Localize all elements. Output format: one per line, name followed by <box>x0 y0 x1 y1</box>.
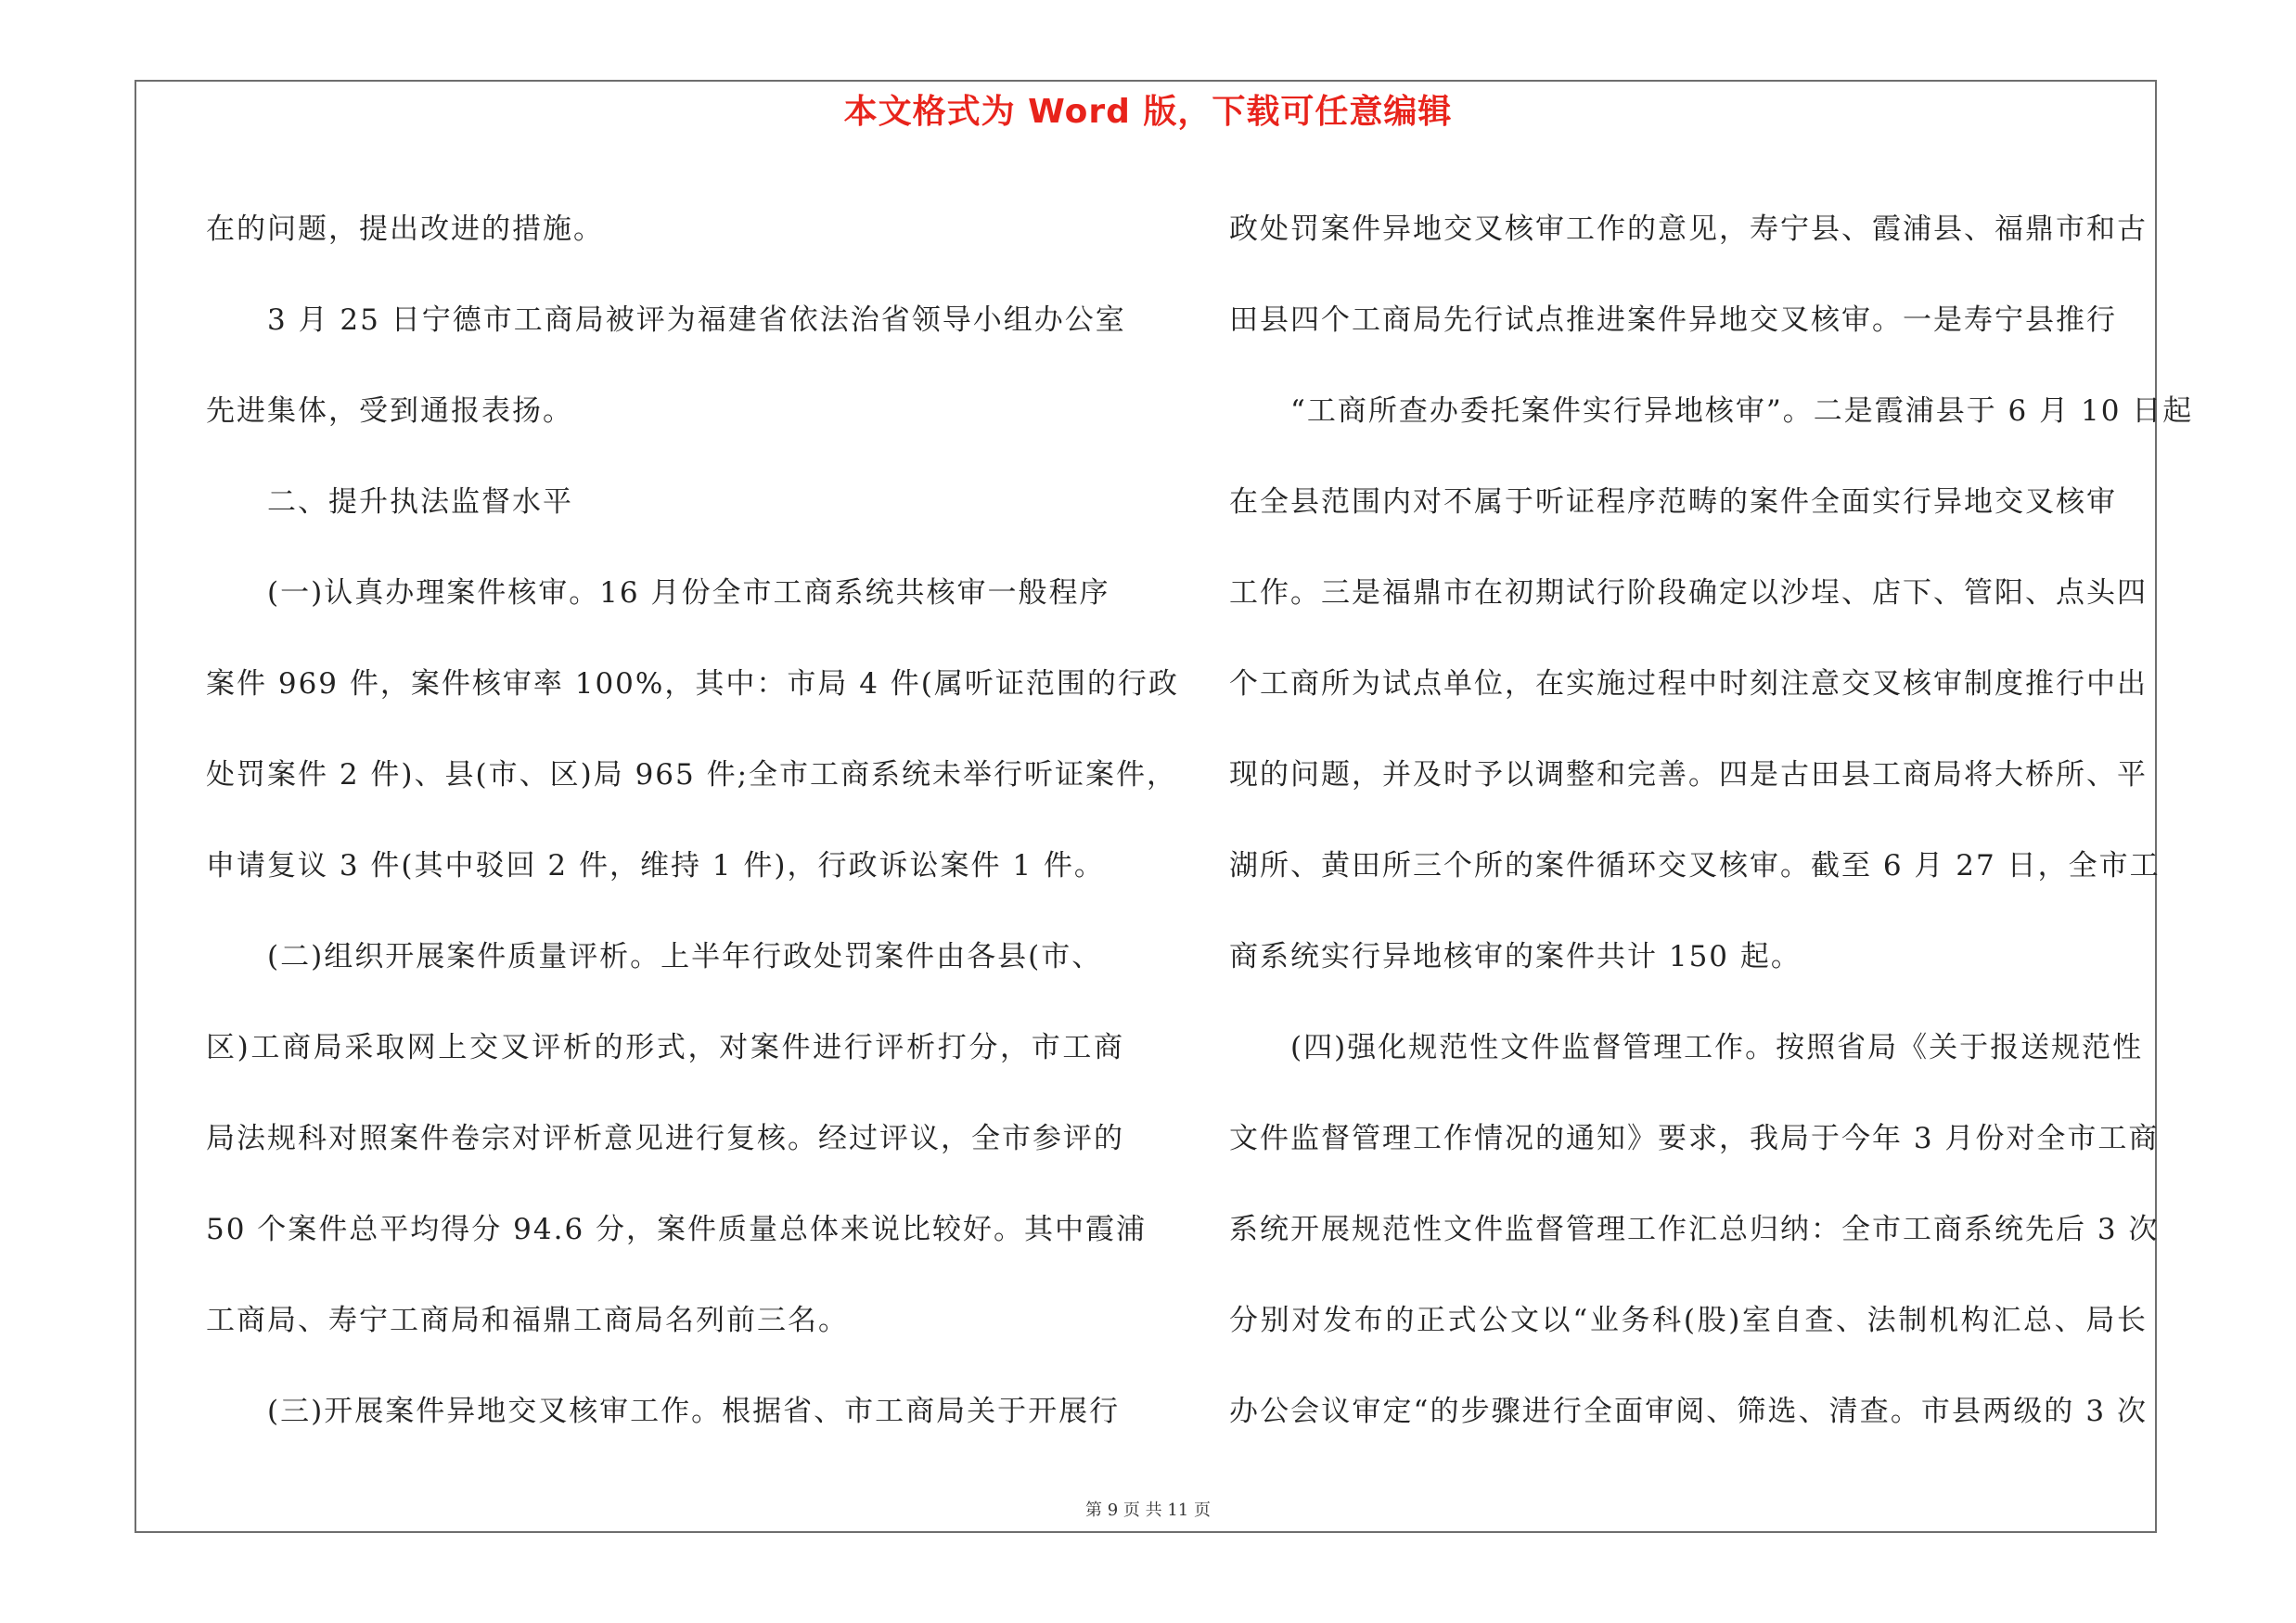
text-line: 案件 969 件，案件核审率 100%，其中：市局 4 件(属听证范围的行政 <box>206 667 1179 701</box>
text-line: 在的问题，提出改进的措施。 <box>206 213 604 246</box>
text-line: 系统开展规范性文件监督管理工作汇总归纳：全市工商系统先后 3 次 <box>1229 1213 2160 1246</box>
text-line: (三)开展案件异地交叉核审工作。根据省、市工商局关于开展行 <box>267 1395 1121 1428</box>
text-line: 个工商所为试点单位，在实施过程中时刻注意交叉核审制度推行中出 <box>1229 667 2148 701</box>
text-line: 局法规科对照案件卷宗对评析意见进行复核。经过评议，全市参评的 <box>206 1122 1124 1155</box>
text-line: 工作。三是福鼎市在初期试行阶段确定以沙埕、店下、管阳、点头四 <box>1229 576 2148 610</box>
text-line: 政处罚案件异地交叉核审工作的意见，寿宁县、霞浦县、福鼎市和古 <box>1229 213 2148 246</box>
text-line: 3 月 25 日宁德市工商局被评为福建省依法治省领导小组办公室 <box>267 303 1126 337</box>
text-line: (二)组织开展案件质量评析。上半年行政处罚案件由各县(市、 <box>267 940 1103 973</box>
text-line: 办公会议审定“的步骤进行全面审阅、筛选、清查。市县两级的 3 次 <box>1229 1395 2148 1428</box>
text-line: 区)工商局采取网上交叉评析的形式，对案件进行评析打分，市工商 <box>206 1031 1124 1064</box>
page-number: 第 9 页 共 11 页 <box>1085 1501 1211 1520</box>
format-banner: 本文格式为 Word 版，下载可任意编辑 <box>843 93 1453 131</box>
text-line: 申请复议 3 件(其中驳回 2 件，维持 1 件)，行政诉讼案件 1 件。 <box>206 849 1105 882</box>
text-line: (一)认真办理案件核审。16 月份全市工商系统共核审一般程序 <box>267 576 1110 610</box>
text-line: 在全县范围内对不属于听证程序范畴的案件全面实行异地交叉核审 <box>1229 485 2117 519</box>
text-line: 田县四个工商局先行试点推进案件异地交叉核审。一是寿宁县推行 <box>1229 303 2117 337</box>
text-line: 商系统实行异地核审的案件共计 150 起。 <box>1229 940 1802 973</box>
text-line: 工商局、寿宁工商局和福鼎工商局名列前三名。 <box>206 1304 849 1337</box>
text-line: 湖所、黄田所三个所的案件循环交叉核审。截至 6 月 27 日，全市工 <box>1229 849 2161 882</box>
text-line: “工商所查办委托案件实行异地核审”。二是霞浦县于 6 月 10 日起 <box>1290 394 2194 428</box>
text-line: 处罚案件 2 件)、县(市、区)局 965 件;全市工商系统未举行听证案件， <box>206 758 1178 792</box>
text-line: (四)强化规范性文件监督管理工作。按照省局《关于报送规范性 <box>1290 1031 2144 1064</box>
right-column <box>1229 184 2194 1457</box>
text-line: 现的问题，并及时予以调整和完善。四是古田县工商局将大桥所、平 <box>1229 758 2148 792</box>
text-line: 文件监督管理工作情况的通知》要求，我局于今年 3 月份对全市工商 <box>1229 1122 2160 1155</box>
text-line: 先进集体，受到通报表扬。 <box>206 394 573 428</box>
section-heading: 二、提升执法监督水平 <box>267 485 573 519</box>
text-line: 50 个案件总平均得分 94.6 分，案件质量总体来说比较好。其中霞浦 <box>206 1213 1148 1246</box>
text-line: 分别对发布的正式公文以“业务科(股)室自查、法制机构汇总、局长 <box>1229 1304 2148 1337</box>
left-column <box>206 184 1179 1457</box>
